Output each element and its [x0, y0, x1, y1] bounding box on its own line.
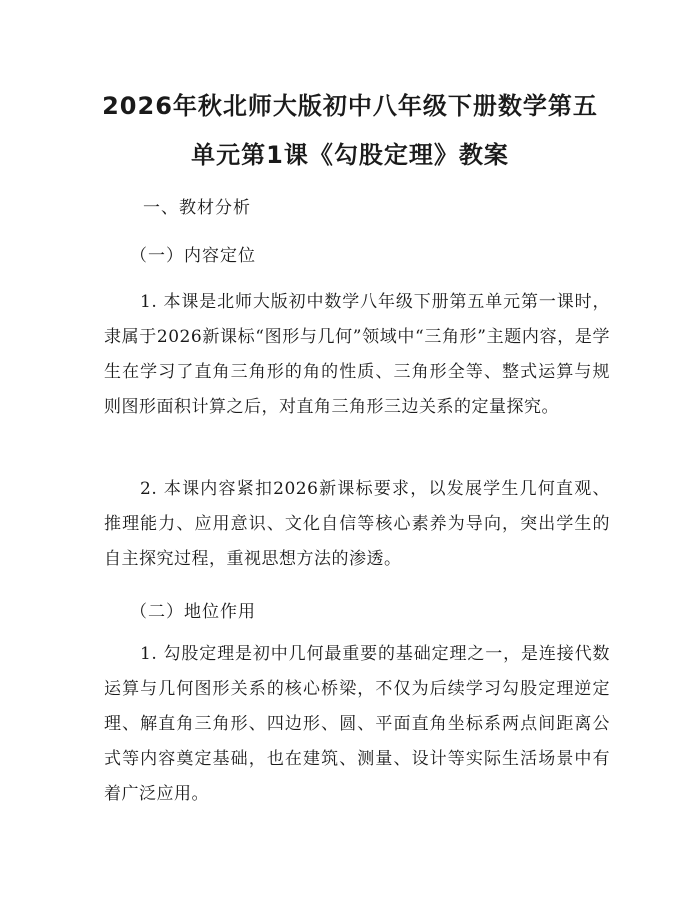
- document-title-line-1: 2026年秋北师大版初中八年级下册数学第五: [102, 92, 598, 120]
- paragraph-status-and-role-1: 1. 勾股定理是初中几何最重要的基础定理之一，是连接代数运算与几何图形关系的核心桥梁，不仅为后续学习勾股定理逆定理、解直角三角形、四边形、圆、平面直角坐标系两点间距离公式等内容奠定基础，也在建筑、测量、设计等实际生活场景中有着广泛应用。: [104, 644, 610, 804]
- section-heading-teaching-material-analysis: 一、教材分析: [143, 198, 251, 218]
- paragraph-content-positioning-1: 1. 本课是北师大版初中数学八年级下册第五单元第一课时，隶属于2026新课标“图形与几何”领域中“三角形”主题内容，是学生在学习了直角三角形的角的性质、三角形全等、整式运算与规则图形面积计算之后，对直角三角形三边关系的定量探究。: [104, 292, 610, 417]
- document-title-line-2: 单元第1课《勾股定理》教案: [191, 141, 509, 169]
- paragraph-content-positioning-2: 2. 本课内容紧扣2026新课标要求，以发展学生几何直观、推理能力、应用意识、文化自信等核心素养为导向，突出学生的自主探究过程，重视思想方法的渗透。: [104, 479, 610, 569]
- subsection-heading-content-positioning: （一）内容定位: [130, 246, 256, 266]
- subsection-heading-status-and-role: （二）地位作用: [130, 602, 256, 622]
